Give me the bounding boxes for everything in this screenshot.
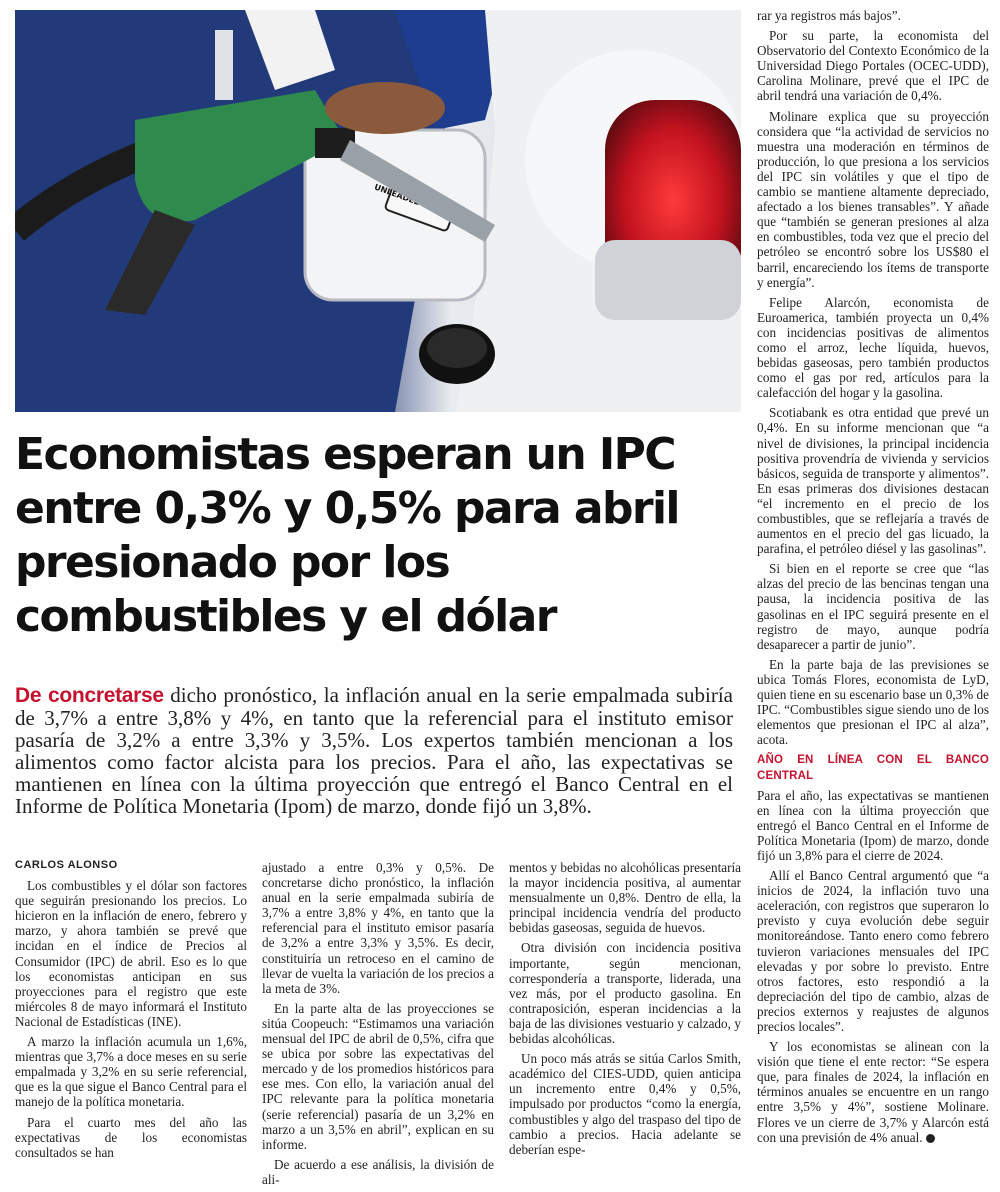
paragraph: Molinare explica que su proyección considera que “la actividad de servicios no muestra una moderación en términos de producción, lo que presiona a los servicios del IPC sin volátiles y que el tipo de cambio se mantiene altamente depreciado, afectado a los bienes transables”. Y añade que “también se generan presiones al alza en combustibles, toda vez que el precio del petróleo se encontró sobre los US$80 el barril, encareciendo los ítems de transporte y energía”. <box>757 108 989 290</box>
paragraph: Los combustibles y el dólar son factores que seguirán presionando los precios. Lo hicieron en la inflación de enero, febrero y marzo, y ahora también se prevé que incidan en el índice de Precios al Consumidor (IPC) de abril. Eso es lo que los economistas anticipan en sus proyecciones para el registro que este miércoles 8 de mayo informará el Instituto Nacional de Estadísticas (INE). <box>15 878 247 1029</box>
lead-kicker: De concretarse <box>15 684 164 707</box>
paragraph: Otra división con incidencia positiva importante, según mencionan, correspondería a transporte, liderada, una vez más, por el producto gasolina. En contraposición, esperan incidencias a la baja de las divisiones vestuario y calzado, y bebidas alcohólicas. <box>509 940 741 1047</box>
headline: Economistas esperan un IPC entre 0,3% y 0,5% para abril presionado por los combustibles y el dólar <box>15 429 679 642</box>
paragraph: En la parte alta de las proyecciones se sitúa Coopeuch: “Estimamos una variación mensual del IPC de abril de 0,5%, cifra que se ubica por sobre las expectativas del mercado y de los promedios históricos para ese mes. Con ello, la variación anual del IPC relevante para la política monetaria (serie referencial) pasaría de un 3,2% en marzo a un 3,5% en abril”, explican en su informe. <box>262 1000 494 1152</box>
paragraph: Allí el Banco Central argumentó que “a inicios de 2024, la inflación tuvo una aceleración, con registros que superaron lo previsto y cuya evolución debe seguir monitoreándose. Tanto enero como febrero tuvieron variaciones mensuales del IPC elevadas y por sobre lo previsto. Entre otros factores, esto respondió a la depreciación del tipo de cambio, alzas de precios externos y reajustes de algunos precios locales”. <box>757 868 989 1034</box>
paragraph: A marzo la inflación acumula un 1,6%, mientras que 3,7% a doce meses en su serie empalmada y 3,2% en su serie referencial, que es la que sigue el Banco Central para el manejo de la política monetaria. <box>15 1034 247 1110</box>
paragraph: Por su parte, la economista del Observatorio del Contexto Económico de la Universidad Diego Portales (OCEC-UDD), Carolina Molinare, prevé que el IPC de abril tendrá una variación de 0,4%. <box>757 28 989 104</box>
paragraph: mentos y bebidas no alcohólicas presentaría la mayor incidencia positiva, al aumentar mensualmente un 0,8%. Dentro de ella, la principal incidencia vendría del producto bebidas gaseosas, seguida de huevos. <box>509 860 741 936</box>
article-photo <box>15 10 741 412</box>
body-column-2 <box>262 860 494 1192</box>
paragraph <box>757 1039 989 1145</box>
lead-paragraph <box>15 684 733 817</box>
paragraph: Felipe Alarcón, economista de Euroamerica, también proyecta un 0,4% con incidencias positivas de alimentos como el arroz, leche líquida, huevos, bebidas gaseosas, pero también productos como el gas por red, artículos para la calefacción del hogar y la gasolina. <box>757 294 989 401</box>
end-mark-icon <box>926 1134 935 1143</box>
body-column-3 <box>509 860 741 1162</box>
lead-text: dicho pronóstico, la inflación anual en la serie empalmada subiría de 3,7% a entre 3,8% y 4%, en tanto que la referencial para el instituto emisor pasaría de 3,2% a entre 3,3% y 3,5%. Los expertos también mencionan a los alimentos como factor alcista para los precios. Para el año, las expectativas se mantienen en línea con la última proyección que entregó el Banco Central en el Informe de Política Monetaria (Ipom) de marzo, donde fijó un 3,8%. <box>15 683 733 818</box>
paragraph: En la parte baja de las previsiones se ubica Tomás Flores, economista de LyD, quien tiene en su escenario base un 0,3% de IPC. “Combustibles sigue siendo uno de los elementos que presionan el IPC al alza”, acota. <box>757 656 989 748</box>
paragraph: Para el cuarto mes del año las expectativas de los economistas consultados se han <box>15 1114 247 1160</box>
fuel-nozzle-illustration <box>15 10 741 412</box>
paragraph: De acuerdo a ese análisis, la división de ali- <box>262 1156 494 1187</box>
paragraph: Para el año, las expectativas se mantienen en línea con la última proyección que entregó el Banco Central en el Informe de Política Monetaria (Ipom) de marzo, donde fijó un 3,8% para el cierre de 2024. <box>757 787 989 863</box>
paragraph-text: Y los economistas se alinean con la visión que tiene el ente rector: “Se espera que, para finales de 2024, la inflación en términos anuales se encuentre en un rango entre 3,5% y 4%”, sostiene Molinare. Flores ve un cierre de 3,7% y Alarcón está con una previsión de 4% anual. <box>757 1039 989 1145</box>
paragraph: Si bien en el reporte se cree que “las alzas del precio de las bencinas tengan una pausa, la incidencia positiva de las gasolinas en el IPC seguirá presente en el registro de mayo, aunque podría desaparecer a partir de junio”. <box>757 561 989 652</box>
body-column-4 <box>757 8 989 1150</box>
body-column-1 <box>15 858 247 1165</box>
byline: CARLOS ALONSO <box>15 859 118 871</box>
paragraph: rar ya registros más bajos”. <box>757 8 901 23</box>
paragraph: Scotiabank es otra entidad que prevé un 0,4%. En su informe mencionan que “a nivel de divisiones, la principal incidencia positiva provendría de vivienda y servicios básicos, seguida de transporte y alimentos”. En esas primeras dos divisiones destacan “el incremento en el precio de los combustibles, que se reflejaría a través de aumentos en el precio del gas licuado, la parafina, el petróleo diésel y las gasolinas”. <box>757 405 989 557</box>
paragraph: Un poco más atrás se sitúa Carlos Smith, académico del CIES-UDD, quien anticipa un incremento entre 0,4% y 0,5%, impulsado por productos “como la energía, combustibles y algo del traspaso del tipo de cambio a precios. Hacia adelante se deberían espe- <box>509 1051 741 1157</box>
section-subhead: AÑO EN LÍNEA CON EL BANCO CENTRAL <box>757 754 989 782</box>
paragraph: ajustado a entre 0,3% y 0,5%. De concretarse dicho pronóstico, la inflación anual en la serie empalmada subiría de 3,7% a entre 3,8% y 4%, en tanto que la referencial para el instituto emisor pasaría de 3,2% a entre 3,3% y 3,5%. Es decir, constituiría un retroceso en el camino de llevar de vuelta la variación de los precios a la meta de 3%. <box>262 860 494 996</box>
